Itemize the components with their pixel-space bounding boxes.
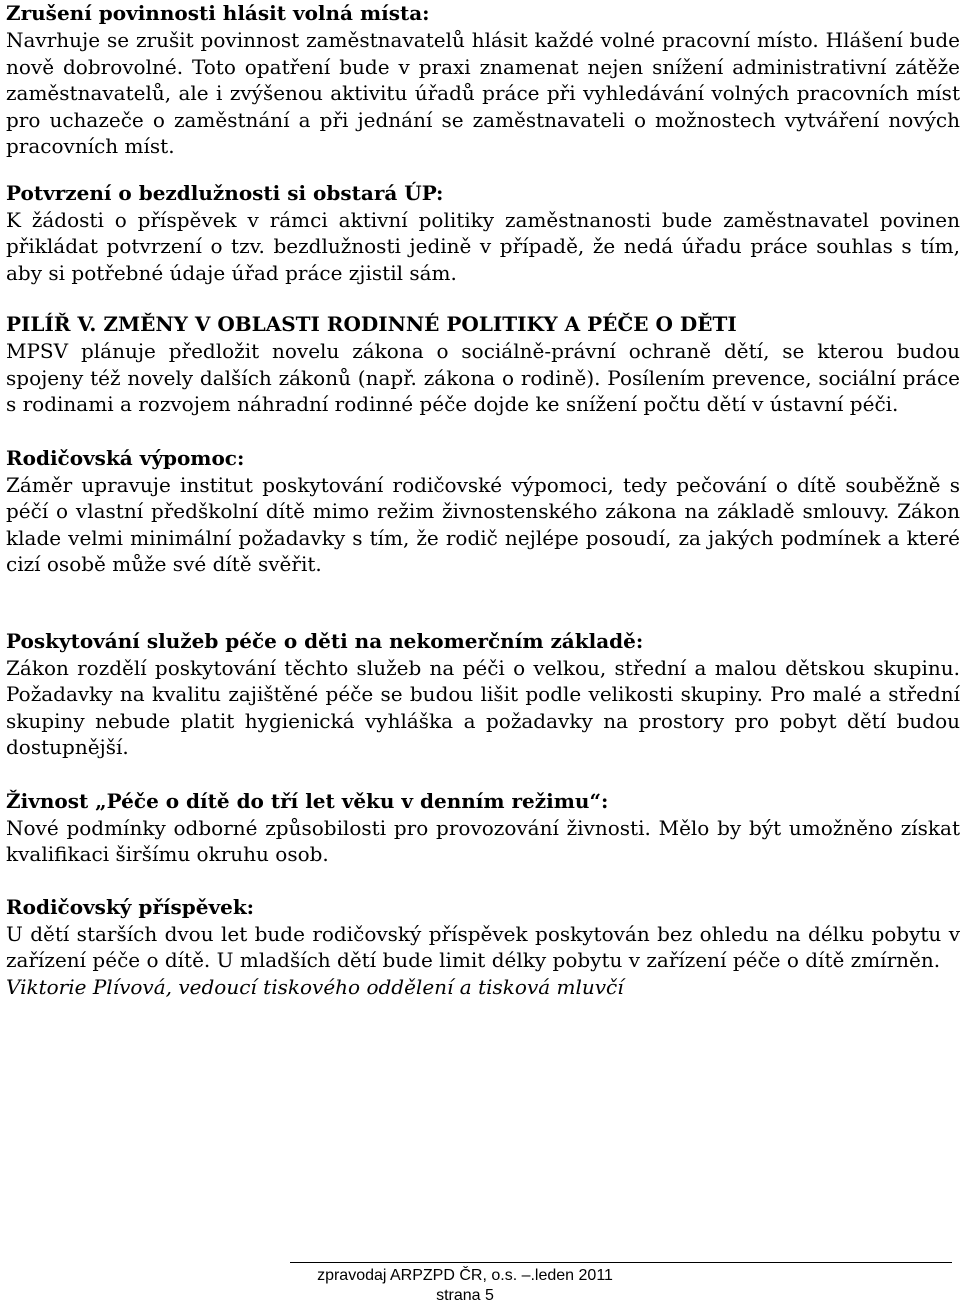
section-heading: PILÍŘ V. ZMĚNY V OBLASTI RODINNÉ POLITIKY A PÉČE O DĚTI [6, 312, 737, 336]
signature: Viktorie Plívová, vedoucí tiskového oddělení a tisková mluvčí [6, 974, 624, 999]
section-body: Záměr upravuje institut poskytování rodičovské výpomoci, tedy pečování o dítě souběžně s péčí o vlastní předškolní dítě mimo režim živnostenského zákona na základě smlouvy. Zákon klade velmi minimální požadavky s tím, že rodič nejlépe posoudí, za jakých podmínek a které cizí osobě může své dítě svěřit. [6, 472, 960, 576]
section-heading: Potvrzení o bezdlužnosti si obstará ÚP: [6, 180, 444, 205]
section-zruseni-povinnosti [6, 0, 960, 160]
section-heading: Poskytování služeb péče o děti na nekomerčním základě: [6, 628, 644, 653]
footer-publication: zpravodaj ARPZPD ČR, o.s. –.leden 2011 [317, 1267, 613, 1284]
section-heading: Zrušení povinnosti hlásit volná místa: [6, 1, 430, 25]
section-body: Nové podmínky odborné způsobilosti pro provozování živnosti. Mělo by být umožněno získat kvalifikaci širšímu okruhu osob. [6, 815, 960, 866]
section-pilir-v [6, 311, 960, 418]
section-heading: Rodičovská výpomoc: [6, 445, 245, 470]
section-heading: Rodičovský příspěvek: [6, 894, 255, 919]
section-body: MPSV plánuje předložit novelu zákona o sociálně-právní ochraně dětí, se kterou budou spojeny též novely dalších zákonů (např. zákona o rodině). Posílením prevence, sociální práce s rodinami a rozvojem náhradní rodinné péče dojde ke snížení počtu dětí v ústavní péči. [6, 339, 960, 416]
section-poskytovani-sluzeb [6, 628, 960, 761]
section-body: K žádosti o příspěvek v rámci aktivní politiky zaměstnanosti bude zaměstnavatel povinen přikládat potvrzení o tzv. bezdlužnosti jedině v případě, že nedá úřadu práce souhlas s tím, aby si potřebné údaje úřad práce zjistil sám. [6, 207, 960, 285]
section-rodicovsky-prispevek [6, 894, 960, 974]
section-rodicovska-vypomoc [6, 445, 960, 578]
footer-divider [290, 1262, 952, 1263]
footer-page-number: strana 5 [436, 1287, 494, 1304]
section-body: U dětí starších dvou let bude rodičovský příspěvek poskytován bez ohledu na délku pobytu v zařízení péče o dítě. U mladších dětí bude limit délky pobytu v zařízení péče o dítě zmírněn. [6, 921, 960, 972]
section-zivnost-pece [6, 788, 960, 868]
section-body: Navrhuje se zrušit povinnost zaměstnavatelů hlásit každé volné pracovní místo. Hlášení bude nově dobrovolné. Toto opatření bude v praxi znamenat nejen snížení administrativní zátěže zaměstnavatelů, ale i zvýšenou aktivitu úřadů práce při vyhledávání volných pracovních míst pro uchazeče o zaměstnání a při jednání se zaměstnavateli o možnostech vytváření nových pracovních míst. [6, 28, 960, 158]
document-page [6, 0, 960, 1000]
section-body: Zákon rozdělí poskytování těchto služeb na péči o velkou, střední a malou dětskou skupinu. Požadavky na kvalitu zajištěné péče se budou lišit podle velikosti skupiny. Pro malé a střední skupiny nebude platit hygienická vyhláška a požadavky na prostory pro pobyt dětí budou dostupnější. [6, 655, 960, 759]
section-heading: Živnost „Péče o dítě do tří let věku v denním režimu“: [6, 788, 609, 813]
section-potvrzeni-bezdluznosti [6, 180, 960, 287]
